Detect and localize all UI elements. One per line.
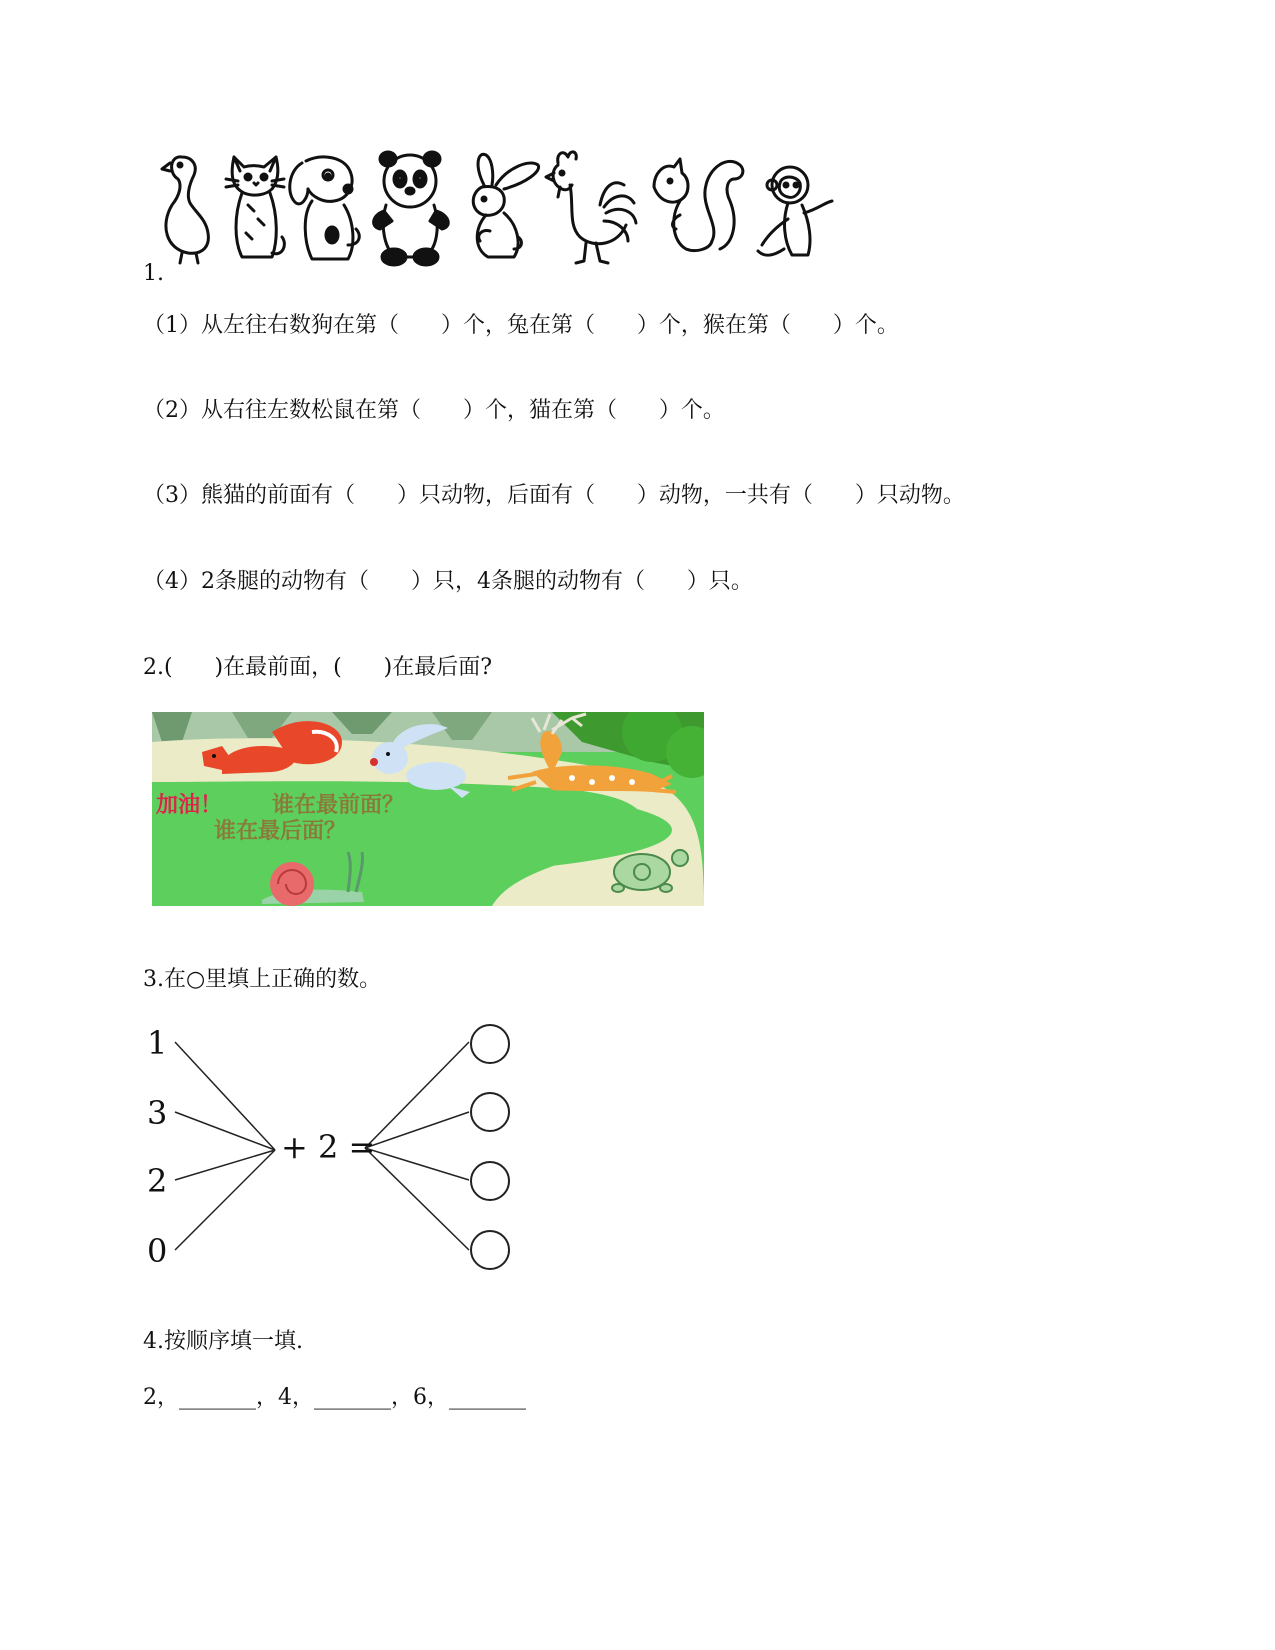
answer-circle-1: [471, 1025, 509, 1063]
left-number-1: 1: [147, 1024, 168, 1062]
left-number-3: 2: [147, 1162, 168, 1200]
cat-icon: [226, 157, 284, 257]
q1-item-2: （2）从右往左数松鼠在第（ ）个，猫在第（ ）个。: [143, 398, 725, 423]
left-number-4: 0: [147, 1232, 168, 1270]
q1-number: 1.: [143, 261, 164, 286]
cheer-text: 加油！: [156, 793, 223, 818]
q1-item-4: （4）2条腿的动物有（ ）只，4条腿的动物有（ ）只。: [143, 569, 753, 594]
q1-item-3: （3）熊猫的前面有（ ）只动物，后面有（ ）动物，一共有（ ）只动物。: [143, 483, 965, 508]
answer-circle-2: [471, 1093, 509, 1131]
dog-icon: [290, 157, 360, 259]
panda-icon: [374, 152, 449, 265]
left-number-2: 3: [147, 1094, 168, 1132]
operator-text: + 2 =: [281, 1128, 376, 1166]
answer-circle-4: [471, 1231, 509, 1269]
duck-icon: [162, 157, 208, 263]
squirrel-icon: [654, 159, 743, 251]
monkey-icon: [758, 167, 832, 255]
q2-question: 2.( )在最前面，( )在最后面?: [143, 655, 493, 680]
rooster-icon: [546, 152, 636, 263]
who-first-text: 谁在最前面？: [272, 793, 405, 818]
q3-question: 3.在○里填上正确的数。: [143, 967, 382, 992]
q1-item-1: （1）从左往右数狗在第（ ）个，兔在第（ ）个，猴在第（ ）个。: [143, 313, 899, 338]
rabbit-icon: [473, 154, 538, 257]
who-last-text: 谁在最后面？: [214, 819, 347, 844]
animals-row-image: [160, 145, 845, 275]
answer-circle-3: [471, 1162, 509, 1200]
q4-sequence: 2，_______，4，_______，6，_______: [143, 1385, 526, 1410]
q4-question: 4.按顺序填一填.: [143, 1329, 303, 1354]
addition-diagram: [143, 1018, 523, 1280]
race-scene-image: [152, 712, 704, 906]
